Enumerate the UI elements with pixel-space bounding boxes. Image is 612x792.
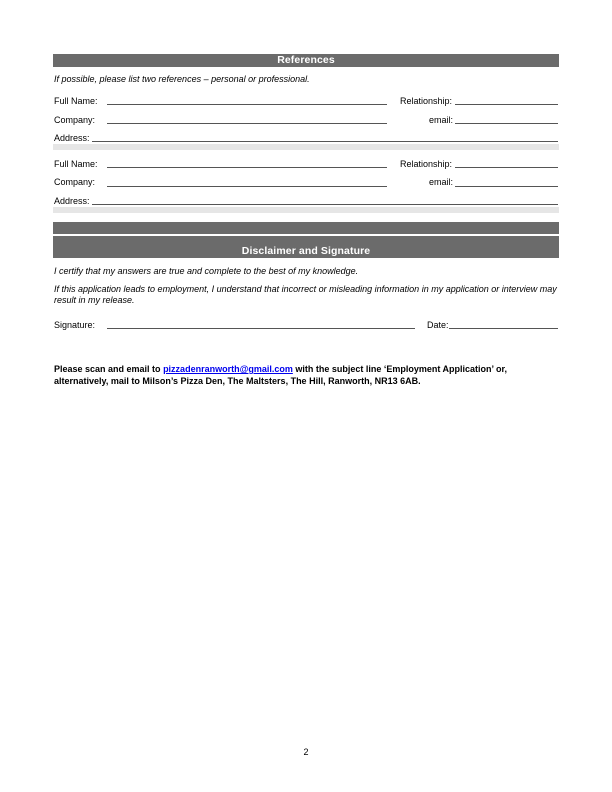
disclaimer-statement-2: If this application leads to employment, I understand that incorrect or misleading information in my application or interview may result in my release. xyxy=(54,284,557,305)
ref1-email-field[interactable] xyxy=(455,123,558,124)
ref1-relationship-label: Relationship: xyxy=(400,96,453,106)
ref2-full-name-label: Full Name: xyxy=(54,159,98,169)
ref1-company-field[interactable] xyxy=(107,123,387,124)
ref1-relationship-field[interactable] xyxy=(455,104,558,105)
disclaimer-heading: Disclaimer and Signature xyxy=(241,245,371,257)
ref2-address-field[interactable] xyxy=(92,204,558,205)
signature-field[interactable] xyxy=(107,328,415,329)
date-field[interactable] xyxy=(449,328,558,329)
ref1-company-label: Company: xyxy=(54,115,96,125)
references-heading: References xyxy=(277,54,335,66)
ref2-address-label: Address: xyxy=(54,196,90,206)
submission-note xyxy=(54,363,559,387)
disclaimer-statement-1: I certify that my answers are true and complete to the best of my knowledge. xyxy=(54,266,359,276)
submission-text-after: with the subject line ‘Employment Application’ or, alternatively, mail to Milson’s Pizza Den, The Maltsters, The Hill, Ranworth, NR13 6AB. xyxy=(54,364,508,386)
ref2-relationship-label: Relationship: xyxy=(400,159,453,169)
page-number: 2 xyxy=(303,747,309,757)
ref1-full-name-label: Full Name: xyxy=(54,96,98,106)
ref1-address-field[interactable] xyxy=(92,141,558,142)
references-heading-bar xyxy=(53,54,559,67)
ref1-full-name-field[interactable] xyxy=(107,104,387,105)
ref2-relationship-field[interactable] xyxy=(455,167,558,168)
ref1-email-label: email: xyxy=(429,115,454,125)
date-label: Date: xyxy=(427,320,449,330)
ref1-address-label: Address: xyxy=(54,133,90,143)
email-link[interactable]: pizzadenranworth@gmail.com xyxy=(163,364,293,374)
ref2-company-label: Company: xyxy=(54,177,96,187)
disclaimer-heading-bar xyxy=(53,236,559,258)
ref2-company-field[interactable] xyxy=(107,186,387,187)
section-separator xyxy=(53,207,559,213)
disclaimer-spacer-bar xyxy=(53,222,559,234)
signature-label: Signature: xyxy=(54,320,96,330)
ref2-email-label: email: xyxy=(429,177,454,187)
submission-text-before: Please scan and email to xyxy=(54,364,164,374)
ref2-email-field[interactable] xyxy=(455,186,558,187)
section-separator xyxy=(53,144,559,150)
references-intro: If possible, please list two references – personal or professional. xyxy=(54,74,310,84)
ref2-full-name-field[interactable] xyxy=(107,167,387,168)
